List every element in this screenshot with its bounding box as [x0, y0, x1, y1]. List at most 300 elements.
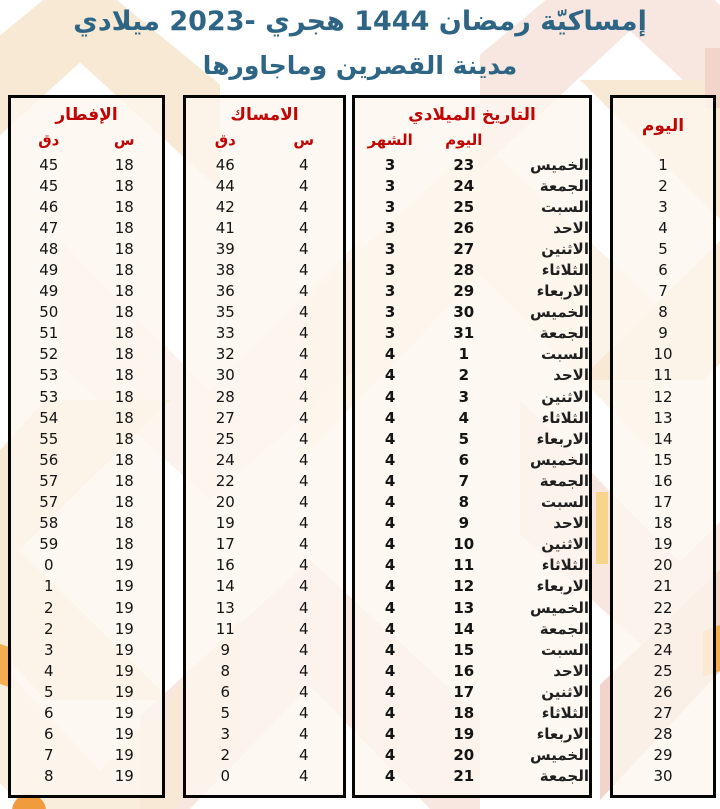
- ramadan-day-row: [613, 576, 713, 597]
- iftar-minutes: 53: [39, 366, 59, 385]
- iftar-minutes: 5: [43, 682, 54, 701]
- iftar-hour: 19: [114, 725, 134, 744]
- iftar-hour: 18: [114, 535, 134, 554]
- gregorian-table-title: التاريخ الميلادي: [408, 105, 536, 125]
- ramadan-day-row: [613, 681, 713, 702]
- ramadan-day-number: 12: [653, 387, 673, 406]
- ramadan-day-number: 25: [653, 661, 673, 680]
- title-line-2: مدينة القصرين وماجاورها: [202, 51, 518, 80]
- ramadan-day-row: [613, 302, 713, 323]
- gregorian-day: 27: [453, 239, 475, 258]
- imsak-minutes: 41: [215, 218, 235, 237]
- gregorian-day: 4: [458, 408, 470, 427]
- imsak-row: [186, 196, 343, 217]
- imsak-hour: 4: [298, 746, 309, 765]
- imsak-minutes: 35: [215, 303, 235, 322]
- iftar-minutes: 6: [43, 725, 54, 744]
- imsak-minutes: 38: [215, 261, 235, 280]
- iftar-row: [11, 555, 162, 576]
- imsak-row: [186, 766, 343, 787]
- ramadan-day-row: [613, 513, 713, 534]
- gregorian-month: 4: [384, 493, 396, 512]
- imsak-hour: 4: [298, 429, 309, 448]
- weekday-name: السبت: [540, 197, 589, 216]
- imsak-hour: 4: [298, 598, 309, 617]
- imsak-table-body: [186, 152, 343, 795]
- imsak-minutes: 36: [215, 282, 235, 301]
- iftar-row: [11, 618, 162, 639]
- iftar-minutes: 54: [39, 408, 59, 427]
- gregorian-row: [355, 365, 589, 386]
- gregorian-day-header: اليوم: [445, 130, 483, 149]
- gregorian-row: [355, 702, 589, 723]
- imsak-hour: 4: [298, 324, 309, 343]
- ramadan-day-number: 15: [653, 450, 673, 469]
- imsak-minutes: 46: [215, 155, 235, 174]
- iftar-hour: 18: [114, 303, 134, 322]
- gregorian-day: 24: [453, 176, 475, 195]
- ramadan-day-number: 11: [653, 366, 673, 385]
- imsak-minutes: 11: [215, 619, 235, 638]
- ramadan-day-number: 22: [653, 598, 673, 617]
- imsak-minutes: 17: [215, 535, 235, 554]
- imsak-hour: 4: [298, 471, 309, 490]
- weekday-name: الثلاثاء: [541, 556, 589, 575]
- imsak-hour: 4: [298, 577, 309, 596]
- gregorian-day: 31: [453, 324, 475, 343]
- gregorian-month: 4: [384, 387, 396, 406]
- imsak-minutes: 44: [215, 176, 235, 195]
- iftar-row: [11, 344, 162, 365]
- weekday-name: الخميس: [530, 450, 589, 469]
- imsak-minutes: 2: [220, 746, 231, 765]
- ramadan-day-row: [613, 534, 713, 555]
- weekday-name: الاثنين: [541, 535, 589, 554]
- imsak-row: [186, 618, 343, 639]
- gregorian-month: 4: [384, 514, 396, 533]
- weekday-name: الثلاثاء: [541, 703, 589, 722]
- imsak-minutes: 5: [220, 703, 231, 722]
- gregorian-table-body: [355, 152, 589, 795]
- gregorian-day: 11: [453, 556, 475, 575]
- imsak-hour: 4: [298, 239, 309, 258]
- imsak-hour: 4: [298, 218, 309, 237]
- iftar-row: [11, 513, 162, 534]
- weekday-name: الجمعة: [539, 767, 589, 786]
- imsak-row: [186, 175, 343, 196]
- ramadan-day-number: 26: [653, 682, 673, 701]
- iftar-minutes-header: دق: [38, 130, 60, 149]
- gregorian-month: 3: [384, 324, 396, 343]
- ramadan-day-number: 16: [653, 471, 673, 490]
- iftar-minutes: 51: [39, 324, 59, 343]
- iftar-hour: 18: [114, 345, 134, 364]
- gregorian-row: [355, 660, 589, 681]
- iftar-hour: 18: [114, 197, 134, 216]
- imsak-row: [186, 281, 343, 302]
- weekday-name: السبت: [540, 640, 589, 659]
- imsak-row: [186, 470, 343, 491]
- iftar-hour: 19: [114, 577, 134, 596]
- gregorian-day: 29: [453, 282, 475, 301]
- ramadan-day-row: [613, 660, 713, 681]
- ramadan-day-row: [613, 175, 713, 196]
- iftar-minutes: 48: [39, 239, 59, 258]
- imsak-hour: 4: [298, 303, 309, 322]
- gregorian-day: 23: [453, 155, 475, 174]
- imsak-row: [186, 407, 343, 428]
- iftar-minutes: 53: [39, 387, 59, 406]
- weekday-name: الاثنين: [541, 239, 589, 258]
- day-table-title: اليوم: [641, 116, 685, 136]
- imsak-hour: 4: [298, 682, 309, 701]
- gregorian-day: 21: [453, 767, 475, 786]
- imsak-row: [186, 555, 343, 576]
- imsak-row: [186, 492, 343, 513]
- imsak-minutes: 8: [220, 661, 231, 680]
- imsak-hour-header: س: [293, 130, 315, 149]
- ramadan-day-number: 3: [658, 197, 668, 216]
- iftar-row: [11, 407, 162, 428]
- gregorian-day: 18: [453, 703, 475, 722]
- ramadan-day-row: [613, 555, 713, 576]
- ramadan-day-number: 23: [653, 619, 673, 638]
- ramadan-day-number: 18: [653, 514, 673, 533]
- imsak-row: [186, 513, 343, 534]
- iftar-hour: 19: [114, 598, 134, 617]
- gregorian-month: 4: [384, 471, 396, 490]
- iftar-minutes: 4: [43, 661, 54, 680]
- ramadan-day-row: [613, 344, 713, 365]
- gregorian-row: [355, 534, 589, 555]
- iftar-row: [11, 576, 162, 597]
- iftar-row: [11, 681, 162, 702]
- gregorian-row: [355, 302, 589, 323]
- iftar-row: [11, 702, 162, 723]
- iftar-hour: 18: [114, 155, 134, 174]
- title-line-1: إمساكيّة رمضان 1444 هجري -2023 ميلادي: [73, 6, 647, 37]
- ramadan-day-row: [613, 449, 713, 470]
- imsak-minutes: 39: [215, 239, 235, 258]
- gregorian-month: 3: [384, 155, 396, 174]
- iftar-row: [11, 238, 162, 259]
- gregorian-day: 14: [453, 619, 475, 638]
- iftar-hour: 19: [114, 556, 134, 575]
- imsak-row: [186, 745, 343, 766]
- ramadan-day-number: 17: [653, 493, 673, 512]
- ramadan-day-row: [613, 365, 713, 386]
- imsak-hour: 4: [298, 535, 309, 554]
- gregorian-day: 20: [453, 746, 475, 765]
- gregorian-row: [355, 323, 589, 344]
- gregorian-day: 5: [458, 429, 470, 448]
- imsak-hour: 4: [298, 366, 309, 385]
- iftar-row: [11, 428, 162, 449]
- imsak-row: [186, 660, 343, 681]
- imsak-minutes: 20: [215, 493, 235, 512]
- imsak-row: [186, 238, 343, 259]
- gregorian-row: [355, 618, 589, 639]
- weekday-name: الاثنين: [541, 387, 589, 406]
- iftar-row: [11, 492, 162, 513]
- ramadan-day-number: 14: [653, 429, 673, 448]
- gregorian-month: 4: [384, 640, 396, 659]
- ramadan-day-row: [613, 386, 713, 407]
- iftar-minutes: 2: [43, 619, 54, 638]
- iftar-row: [11, 639, 162, 660]
- gregorian-row: [355, 449, 589, 470]
- gregorian-row: [355, 344, 589, 365]
- imsak-row: [186, 576, 343, 597]
- gregorian-day: 13: [453, 598, 475, 617]
- gregorian-day: 10: [453, 535, 475, 554]
- iftar-minutes: 58: [39, 514, 59, 533]
- imsak-minutes: 14: [215, 577, 235, 596]
- iftar-minutes: 52: [39, 345, 59, 364]
- iftar-row: [11, 745, 162, 766]
- imsak-minutes: 30: [215, 366, 235, 385]
- ramadan-day-row: [613, 492, 713, 513]
- gregorian-row: [355, 766, 589, 787]
- imsak-row: [186, 302, 343, 323]
- imsak-row: [186, 681, 343, 702]
- weekday-name: الثلاثاء: [541, 261, 589, 280]
- weekday-name: الاربعاء: [536, 725, 589, 744]
- iftar-hour: 19: [114, 703, 134, 722]
- imsak-hour: 4: [298, 345, 309, 364]
- gregorian-row: [355, 196, 589, 217]
- ramadan-day-row: [613, 470, 713, 491]
- iftar-minutes: 8: [43, 767, 54, 786]
- imsak-minutes: 13: [215, 598, 235, 617]
- imsak-hour: 4: [298, 661, 309, 680]
- gregorian-row: [355, 407, 589, 428]
- imsak-table: [183, 95, 346, 798]
- ramadan-day-row: [613, 702, 713, 723]
- imsak-hour: 4: [298, 450, 309, 469]
- iftar-hour: 18: [114, 493, 134, 512]
- gregorian-day: 2: [458, 366, 470, 385]
- gregorian-row: [355, 576, 589, 597]
- iftar-hour: 19: [114, 640, 134, 659]
- weekday-name: الاثنين: [541, 682, 589, 701]
- ramadan-day-row: [613, 407, 713, 428]
- imsak-row: [186, 724, 343, 745]
- weekday-name: الاربعاء: [536, 282, 589, 301]
- imsak-hour: 4: [298, 155, 309, 174]
- gregorian-day: 1: [458, 345, 470, 364]
- ramadan-day-number: 7: [658, 282, 668, 301]
- ramadan-day-number: 28: [653, 725, 673, 744]
- ramadan-day-number: 2: [658, 176, 668, 195]
- day-table-body: [613, 152, 713, 795]
- gregorian-row: [355, 259, 589, 280]
- imsak-minutes: 3: [220, 725, 231, 744]
- iftar-hour-header: س: [113, 130, 135, 149]
- weekday-name: الاحد: [553, 514, 589, 533]
- ramadan-day-number: 4: [658, 218, 668, 237]
- gregorian-row: [355, 681, 589, 702]
- iftar-minutes: 49: [39, 261, 59, 280]
- iftar-hour: 18: [114, 471, 134, 490]
- gregorian-day: 28: [453, 261, 475, 280]
- gregorian-row: [355, 238, 589, 259]
- imsak-hour: 4: [298, 640, 309, 659]
- iftar-minutes: 7: [43, 746, 54, 765]
- iftar-hour: 18: [114, 450, 134, 469]
- iftar-row: [11, 766, 162, 787]
- ramadan-day-row: [613, 724, 713, 745]
- accent-shape: [596, 492, 608, 564]
- imsak-minutes: 42: [215, 197, 235, 216]
- gregorian-month: 4: [384, 577, 396, 596]
- iftar-row: [11, 281, 162, 302]
- gregorian-row: [355, 175, 589, 196]
- iftar-hour: 19: [114, 767, 134, 786]
- imsak-minutes: 28: [215, 387, 235, 406]
- gregorian-row: [355, 513, 589, 534]
- gregorian-month: 4: [384, 535, 396, 554]
- iftar-table: [8, 95, 165, 798]
- gregorian-day: 12: [453, 577, 475, 596]
- ramadan-day-row: [613, 597, 713, 618]
- weekday-name: الاحد: [553, 218, 589, 237]
- imsak-minutes: 24: [215, 450, 235, 469]
- ramadan-day-row: [613, 618, 713, 639]
- ramadan-day-row: [613, 217, 713, 238]
- weekday-name: الاربعاء: [536, 577, 589, 596]
- iftar-hour: 19: [114, 746, 134, 765]
- iftar-hour: 18: [114, 387, 134, 406]
- iftar-row: [11, 259, 162, 280]
- iftar-hour: 19: [114, 682, 134, 701]
- gregorian-row: [355, 639, 589, 660]
- weekday-name: الجمعة: [539, 619, 589, 638]
- ramadan-day-row: [613, 766, 713, 787]
- imsak-minutes: 9: [220, 640, 231, 659]
- gregorian-day: 17: [453, 682, 475, 701]
- gregorian-day: 26: [453, 218, 475, 237]
- imsak-row: [186, 597, 343, 618]
- imsak-table-title: الامساك: [230, 105, 299, 125]
- iftar-row: [11, 470, 162, 491]
- gregorian-month: 3: [384, 282, 396, 301]
- weekday-name: الثلاثاء: [541, 408, 589, 427]
- gregorian-day: 16: [453, 661, 475, 680]
- iftar-minutes: 55: [39, 429, 59, 448]
- gregorian-day: 9: [458, 514, 470, 533]
- gregorian-month: 4: [384, 767, 396, 786]
- imsak-row: [186, 534, 343, 555]
- ramadan-day-number: 24: [653, 640, 673, 659]
- imsak-row: [186, 428, 343, 449]
- iftar-minutes: 47: [39, 218, 59, 237]
- weekday-name: الاربعاء: [536, 429, 589, 448]
- gregorian-row: [355, 386, 589, 407]
- iftar-minutes: 1: [43, 577, 54, 596]
- ramadan-day-row: [613, 238, 713, 259]
- iftar-minutes: 2: [43, 598, 54, 617]
- iftar-hour: 18: [114, 218, 134, 237]
- page-title: [0, 0, 720, 88]
- gregorian-row: [355, 428, 589, 449]
- iftar-minutes: 49: [39, 282, 59, 301]
- imsak-hour: 4: [298, 767, 309, 786]
- imsak-minutes: 6: [220, 682, 231, 701]
- imsak-minutes: 22: [215, 471, 235, 490]
- imsak-row: [186, 702, 343, 723]
- imsak-hour: 4: [298, 408, 309, 427]
- iftar-minutes: 6: [43, 703, 54, 722]
- gregorian-day: 19: [453, 725, 475, 744]
- imsak-minutes: 33: [215, 324, 235, 343]
- gregorian-day: 8: [458, 493, 470, 512]
- iftar-minutes: 50: [39, 303, 59, 322]
- ramadan-day-number: 9: [658, 324, 668, 343]
- imsak-row: [186, 639, 343, 660]
- gregorian-row: [355, 555, 589, 576]
- ramadan-day-row: [613, 428, 713, 449]
- ramadan-day-number: 29: [653, 746, 673, 765]
- iftar-hour: 18: [114, 366, 134, 385]
- imsak-row: [186, 386, 343, 407]
- imsak-hour: 4: [298, 197, 309, 216]
- imsak-minutes: 0: [220, 767, 231, 786]
- ramadan-day-number: 10: [653, 345, 673, 364]
- gregorian-day: 25: [453, 197, 475, 216]
- iftar-minutes: 57: [39, 493, 59, 512]
- gregorian-row: [355, 597, 589, 618]
- ramadan-day-number: 30: [653, 767, 673, 786]
- weekday-name: السبت: [540, 345, 589, 364]
- ramadan-day-table: [610, 95, 716, 798]
- imsak-row: [186, 365, 343, 386]
- gregorian-month: 3: [384, 261, 396, 280]
- gregorian-month: 4: [384, 366, 396, 385]
- iftar-hour: 18: [114, 514, 134, 533]
- imsak-row: [186, 154, 343, 175]
- iftar-minutes: 57: [39, 471, 59, 490]
- iftar-row: [11, 534, 162, 555]
- ramadan-day-row: [613, 259, 713, 280]
- iftar-hour: 18: [114, 408, 134, 427]
- imsak-row: [186, 344, 343, 365]
- weekday-name: الخميس: [530, 155, 589, 174]
- gregorian-month: 4: [384, 429, 396, 448]
- ramadan-day-row: [613, 154, 713, 175]
- imsak-minutes: 16: [215, 556, 235, 575]
- iftar-minutes: 0: [43, 556, 54, 575]
- gregorian-month: 4: [384, 556, 396, 575]
- gregorian-month: 4: [384, 703, 396, 722]
- iftar-row: [11, 449, 162, 470]
- iftar-minutes: 46: [39, 197, 59, 216]
- iftar-table-body: [11, 152, 162, 795]
- imsak-hour: 4: [298, 493, 309, 512]
- weekday-name: الخميس: [530, 598, 589, 617]
- imsak-hour: 4: [298, 725, 309, 744]
- gregorian-row: [355, 217, 589, 238]
- gregorian-row: [355, 724, 589, 745]
- gregorian-month: 4: [384, 725, 396, 744]
- gregorian-month: 4: [384, 408, 396, 427]
- iftar-minutes: 45: [39, 176, 59, 195]
- gregorian-month: 3: [384, 239, 396, 258]
- gregorian-month: 4: [384, 682, 396, 701]
- gregorian-month: 3: [384, 176, 396, 195]
- imsak-hour: 4: [298, 261, 309, 280]
- gregorian-month: 4: [384, 598, 396, 617]
